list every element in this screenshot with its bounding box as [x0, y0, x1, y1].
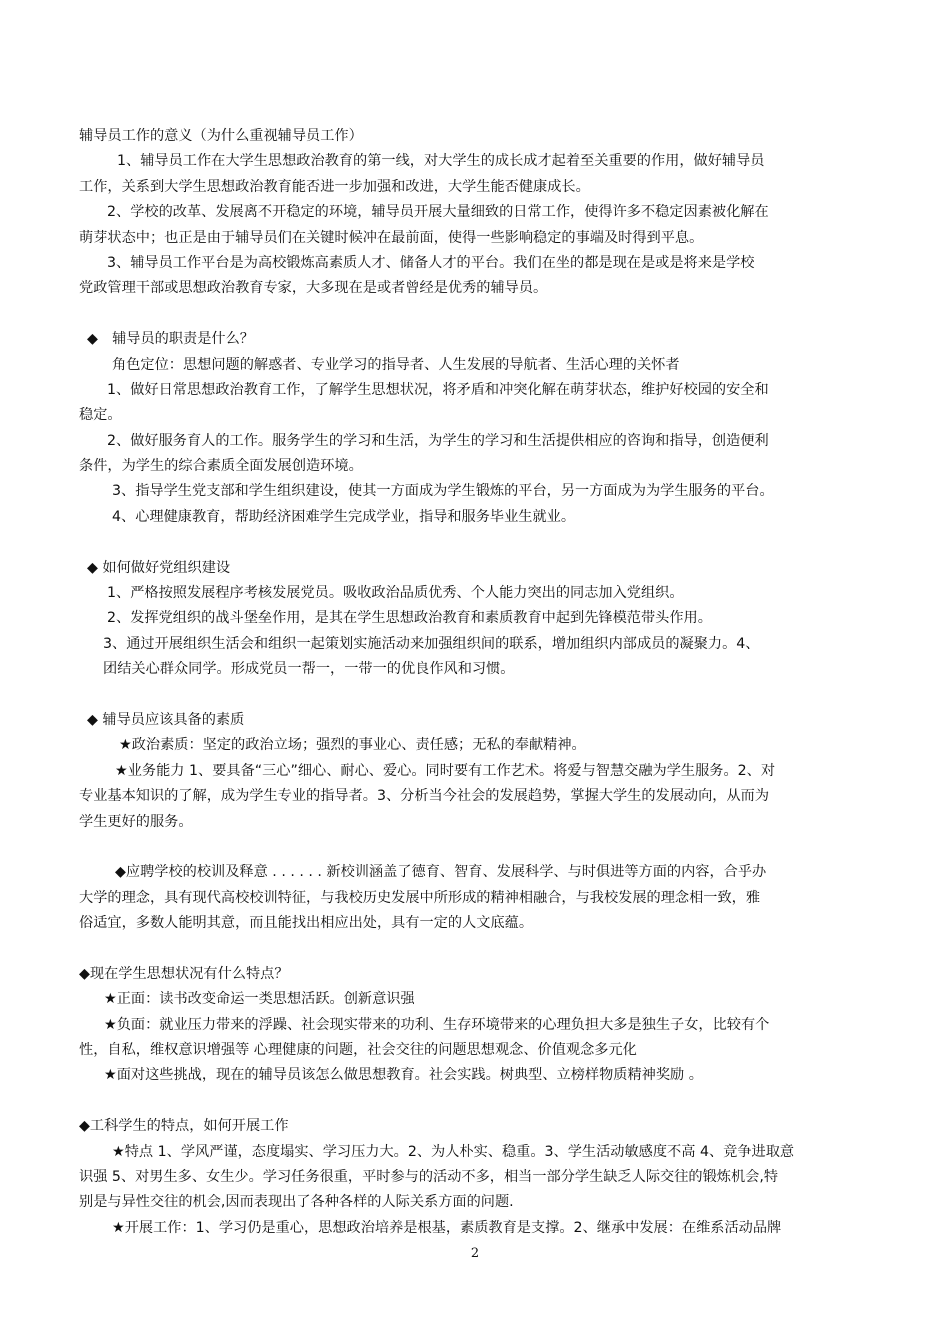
section-title-significance: 辅导员工作的意义（为什么重视辅导员工作） — [79, 128, 363, 144]
paragraph-line: 2、学校的改革、发展离不开稳定的环境，辅导员开展大量细致的日常工作，使得许多不稳定因素被化解在 — [107, 204, 769, 221]
paragraph-line: 2、发挥党组织的战斗堡垒作用，是其在学生思想政治教育和素质教育中起到先锋模范带头作用。 — [107, 610, 712, 627]
paragraph-line: 党政管理干部或思想政治教育专家，大多现在是或者曾经是优秀的辅导员。 — [79, 280, 548, 297]
paragraph-line: 2、做好服务育人的工作。服务学生的学习和生活，为学生的学习和生活提供相应的咨询和指导，创造便利 — [107, 432, 769, 449]
spacer — [79, 1089, 879, 1114]
section-heading-duties: ◆ 辅导员的职责是什么？ — [87, 331, 254, 348]
section-heading-student-thoughts: ◆现在学生思想状况有什么特点？ — [79, 965, 289, 982]
paragraph-line: 3、通过开展组织生活会和组织一起策划实施活动来加强组织间的联系，增加组织内部成员的凝聚力。4、 — [103, 635, 760, 652]
spacer — [79, 683, 879, 708]
paragraph-line: 大学的理念，具有现代高校校训特征，与我校历史发展中所形成的精神相融合，与我校发展的理念相一致，雅 — [79, 889, 761, 906]
spacer — [79, 937, 879, 962]
paragraph-line: 俗适宜，多数人能明其意，而且能找出相应出处，具有一定的人文底蕴。 — [79, 915, 534, 932]
paragraph-line: 专业基本知识的了解，成为学生专业的指导者。3、分析当今社会的发展趋势，掌握大学生的发展动向，从而为 — [79, 788, 770, 805]
spacer — [79, 835, 879, 860]
section-heading-party-building: ◆ 如何做好党组织建设 — [87, 559, 231, 576]
paragraph-line: 条件，为学生的综合素质全面发展创造环境。 — [79, 458, 363, 475]
section-heading-school-motto: ◆应聘学校的校训及释意 . . . . . . 新校训涵盖了德育、智育、发展科学、与时俱进等方面的内容，合乎办 — [115, 864, 767, 881]
document-body — [79, 124, 879, 1241]
paragraph-line: 工作，关系到大学生思想政治教育能否进一步加强和改进，大学生能否健康成长。 — [79, 178, 590, 195]
paragraph-line: 稳定。 — [79, 407, 122, 424]
paragraph-line: ★业务能力 1、要具备“三心”细心、耐心、爱心。同时要有工作艺术。将爱与智慧交融为学生服务。2、对 — [115, 762, 776, 779]
paragraph-line: 4、心理健康教育，帮助经济困难学生完成学业，指导和服务毕业生就业。 — [112, 508, 576, 525]
paragraph-line: 3、指导学生党支部和学生组织建设，使其一方面成为学生锻炼的平台，另一方面成为为学生服务的平台。 — [112, 483, 774, 500]
paragraph-line: ★特点 1、学风严谨，态度塌实、学习压力大。2、为人朴实、稳重。3、学生活动敏感度不高 4、竞争进取意 — [112, 1143, 795, 1160]
paragraph-line: ★负面：就业压力带来的浮躁、社会现实带来的功利、生存环境带来的心理负担大多是独生子女，比较有个 — [104, 1016, 770, 1033]
paragraph-line: 1、做好日常思想政治教育工作，了解学生思想状况，将矛盾和冲突化解在萌芽状态，维护好校园的安全和 — [107, 381, 769, 398]
paragraph-line: 1、辅导员工作在大学生思想政治教育的第一线，对大学生的成长成才起着至关重要的作用，做好辅导员 — [117, 153, 765, 170]
paragraph-line: ★政治素质：坚定的政治立场；强烈的事业心、责任感；无私的奉献精神。 — [119, 737, 586, 754]
paragraph-line: 萌芽状态中；也正是由于辅导员们在关键时候冲在最前面，使得一些影响稳定的事端及时得到平息。 — [79, 229, 704, 246]
paragraph-line: ★正面：读书改变命运一类思想活跃。创新意识强 — [104, 991, 415, 1008]
paragraph-line: 1、严格按照发展程序考核发展党员。吸收政治品质优秀、个人能力突出的同志加入党组织。 — [107, 585, 684, 602]
paragraph-line: 角色定位：思想问题的解惑者、专业学习的指导者、人生发展的导航者、生活心理的关怀者 — [112, 356, 680, 373]
spacer — [79, 530, 879, 555]
paragraph-line: 团结关心群众同学。形成党员一帮一，一带一的优良作风和习惯。 — [103, 661, 515, 678]
paragraph-line: 识强 5、对男生多、女生少。学习任务很重，平时参与的活动不多，相当一部分学生缺乏人际交往的锻炼机会,特 — [79, 1169, 779, 1186]
section-heading-engineering-students: ◆工科学生的特点，如何开展工作 — [79, 1118, 289, 1135]
paragraph-line: ★面对这些挑战，现在的辅导员该怎么做思想教育。社会实践。树典型、立榜样物质精神奖励 。 — [104, 1067, 703, 1084]
paragraph-line: 性，自私，维权意识增强等 心理健康的问题，社会交往的问题思想观念、价值观念多元化 — [79, 1042, 637, 1059]
page-number: 2 — [470, 1246, 480, 1261]
paragraph-line: 3、辅导员工作平台是为高校锻炼高素质人才、储备人才的平台。我们在坐的都是现在是或是将来是学校 — [107, 254, 755, 271]
section-heading-qualities: ◆ 辅导员应该具备的素质 — [87, 711, 245, 728]
spacer — [79, 302, 879, 327]
paragraph-line: 学生更好的服务。 — [79, 813, 193, 830]
paragraph-line: ★开展工作：1、学习仍是重心，思想政治培养是根基，素质教育是支撑。2、继承中发展：在维系活动品牌 — [112, 1219, 782, 1236]
paragraph-line: 别是与异性交往的机会,因而表现出了各种各样的人际关系方面的问题. — [79, 1194, 514, 1211]
